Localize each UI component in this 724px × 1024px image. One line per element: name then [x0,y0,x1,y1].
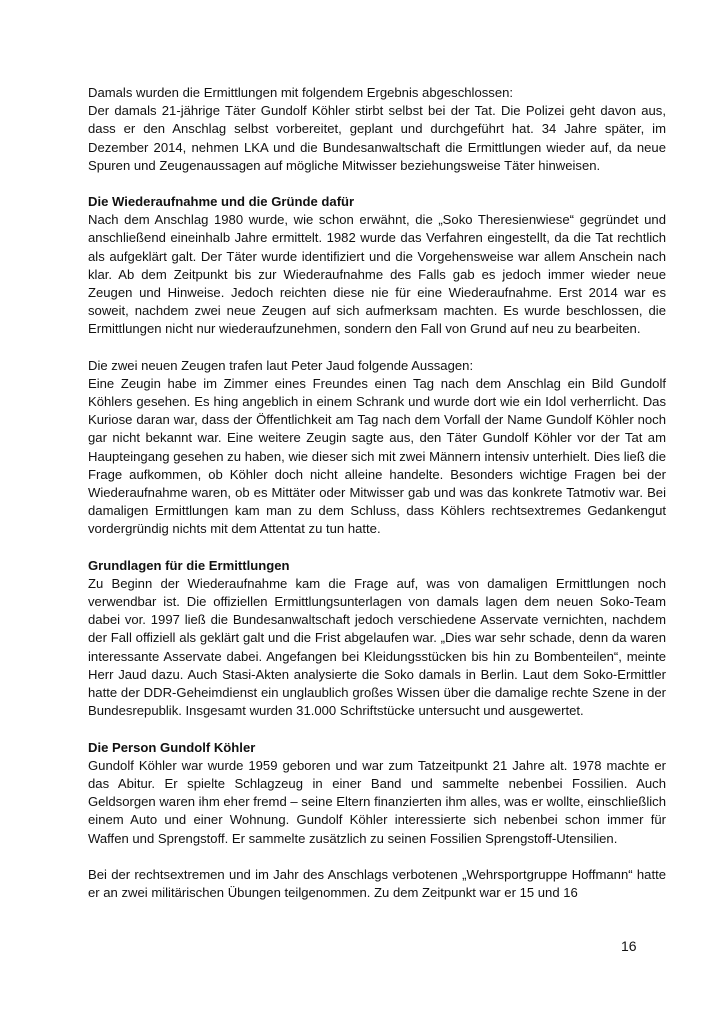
paragraph: Damals wurden die Ermittlungen mit folgendem Ergebnis abgeschlossen: [88,85,514,100]
paragraph-gap [88,539,666,557]
paragraph: Nach dem Anschlag 1980 wurde, wie schon erwähnt, die „Soko Theresienwiese“ gegründet und anschließend eineinhalb Jahre ermittelt. 1982 wurde das Verfahren eingestellt, da die Tat rechtlich als aufgeklärt galt. Der Täter wurde identifiziert und die Vorgehensweise war allem Anschein nach klar. Ab dem Zeitpunkt bis zur Wiederaufnahme des Falls gab es jedoch immer wieder neue Zeugen und Hinweise. Jedoch reichten diese nie für eine Wiederaufnahme. Erst 2014 war es soweit, nachdem zwei neue Zeugen auf sich aufmerksam machten. Es wurde beschlossen, die Ermittlungen nicht nur wiederaufzunehmen, sondern den Fall von Grund auf neu zu bearbeiten. [88,212,666,337]
page-number: 16 [621,938,637,954]
paragraph-gap [88,175,666,193]
paragraph: Zu Beginn der Wiederaufnahme kam die Frage auf, was von damaligen Ermittlungen noch verwendbar ist. Die offiziellen Ermittlungsunterlagen von damals lagen dem neuen Soko-Team dabei vor. 1997 ließ die Bundesanwaltschaft jedoch verschiedene Asservate vernichten, nachdem der Fall offiziell als geklärt galt und die Frist abgelaufen war. „Dies war sehr schade, denn da waren interessante Asservate dabei. Angefangen bei Kleidungsstücken bis hin zu Bombenteilen“, meinte Herr Jaud dazu. Auch Stasi-Akten analysierte die Soko damals in Berlin. Laut dem Soko-Ermittler hatte der DDR-Geheimdienst ein unglaublich großes Wissen über die damalige rechte Szene in der Bundesrepublik. Insgesamt wurden 31.000 Schriftstücke untersucht und ausgewertet. [88,575,666,719]
document-page [88,84,666,902]
paragraph: Die zwei neuen Zeugen trafen laut Peter Jaud folgende Aussagen: [88,357,474,373]
paragraph: Bei der rechtsextremen und im Jahr des Anschlags verbotenen „Wehrsportgruppe Hoffmann“ hatte er an zwei militärischen Übungen teilgenommen. Zu dem Zeitpunkt war er 15 und 16 [88,866,666,900]
paragraph-gap [88,339,666,357]
paragraph-gap [88,721,666,739]
paragraph: Der damals 21-jährige Täter Gundolf Köhler stirbt selbst bei der Tat. Die Polizei geht davon aus, dass er den Anschlag selbst vorbereitet, geplant und durchgeführt hat. 34 Jahre später, im Dezember 2014, nehmen LKA und die Bundesanwaltschaft die Ermittlungen wieder auf, da neue Spuren und Zeugenaussagen auf mögliche Mitwisser beziehungsweise Täter hinweisen. [88,103,666,173]
paragraph-gap [88,848,666,866]
section-heading: Die Person Gundolf Köhler [88,739,256,755]
paragraph: Eine Zeugin habe im Zimmer eines Freundes einen Tag nach dem Anschlag ein Bild Gundolf Köhlers gesehen. Es hing angeblich in einem Schrank und wurde dort wie ein Idol verherrlicht. Das Kuriose daran war, dass der Öffentlichkeit am Tag nach dem Vorfall der Name Gundolf Köhler noch gar nicht bekannt war. Eine weitere Zeugin sagte aus, den Täter Gundolf Köhler vor der Tat am Haupteingang gesehen zu haben, wie dieser sich mit zwei Männern intensiv unterhielt. Dies ließ die Frage aufkommen, ob Köhler doch nicht alleine handelte. Besonders wichtige Fragen bei der Wiederaufnahme waren, ob es Mittäter oder Mitwisser gab und was das konkrete Tatmotiv war. Bei damaligen Ermittlungen kam man zu dem Schluss, dass Köhlers rechtsextremes Gedankengut vordergründig nichts mit dem Attentat zu tun hatte. [88,375,666,537]
section-heading: Grundlagen für die Ermittlungen [88,557,290,573]
paragraph: Gundolf Köhler war wurde 1959 geboren und war zum Tatzeitpunkt 21 Jahre alt. 1978 machte er das Abitur. Er spielte Schlagzeug in einer Band und sammelte nebenbei Fossilien. Auch Geldsorgen waren ihm eher fremd – seine Eltern finanzierten ihm alles, was er wollte, einschließlich einem Auto und einer Wohnung. Gundolf Köhler interessierte sich nebenbei schon immer für Waffen und Sprengstoff. Er sammelte zusätzlich zu seinen Fossilien Sprengstoff-Utensilien. [88,757,666,846]
section-heading: Die Wiederaufnahme und die Gründe dafür [88,194,355,210]
